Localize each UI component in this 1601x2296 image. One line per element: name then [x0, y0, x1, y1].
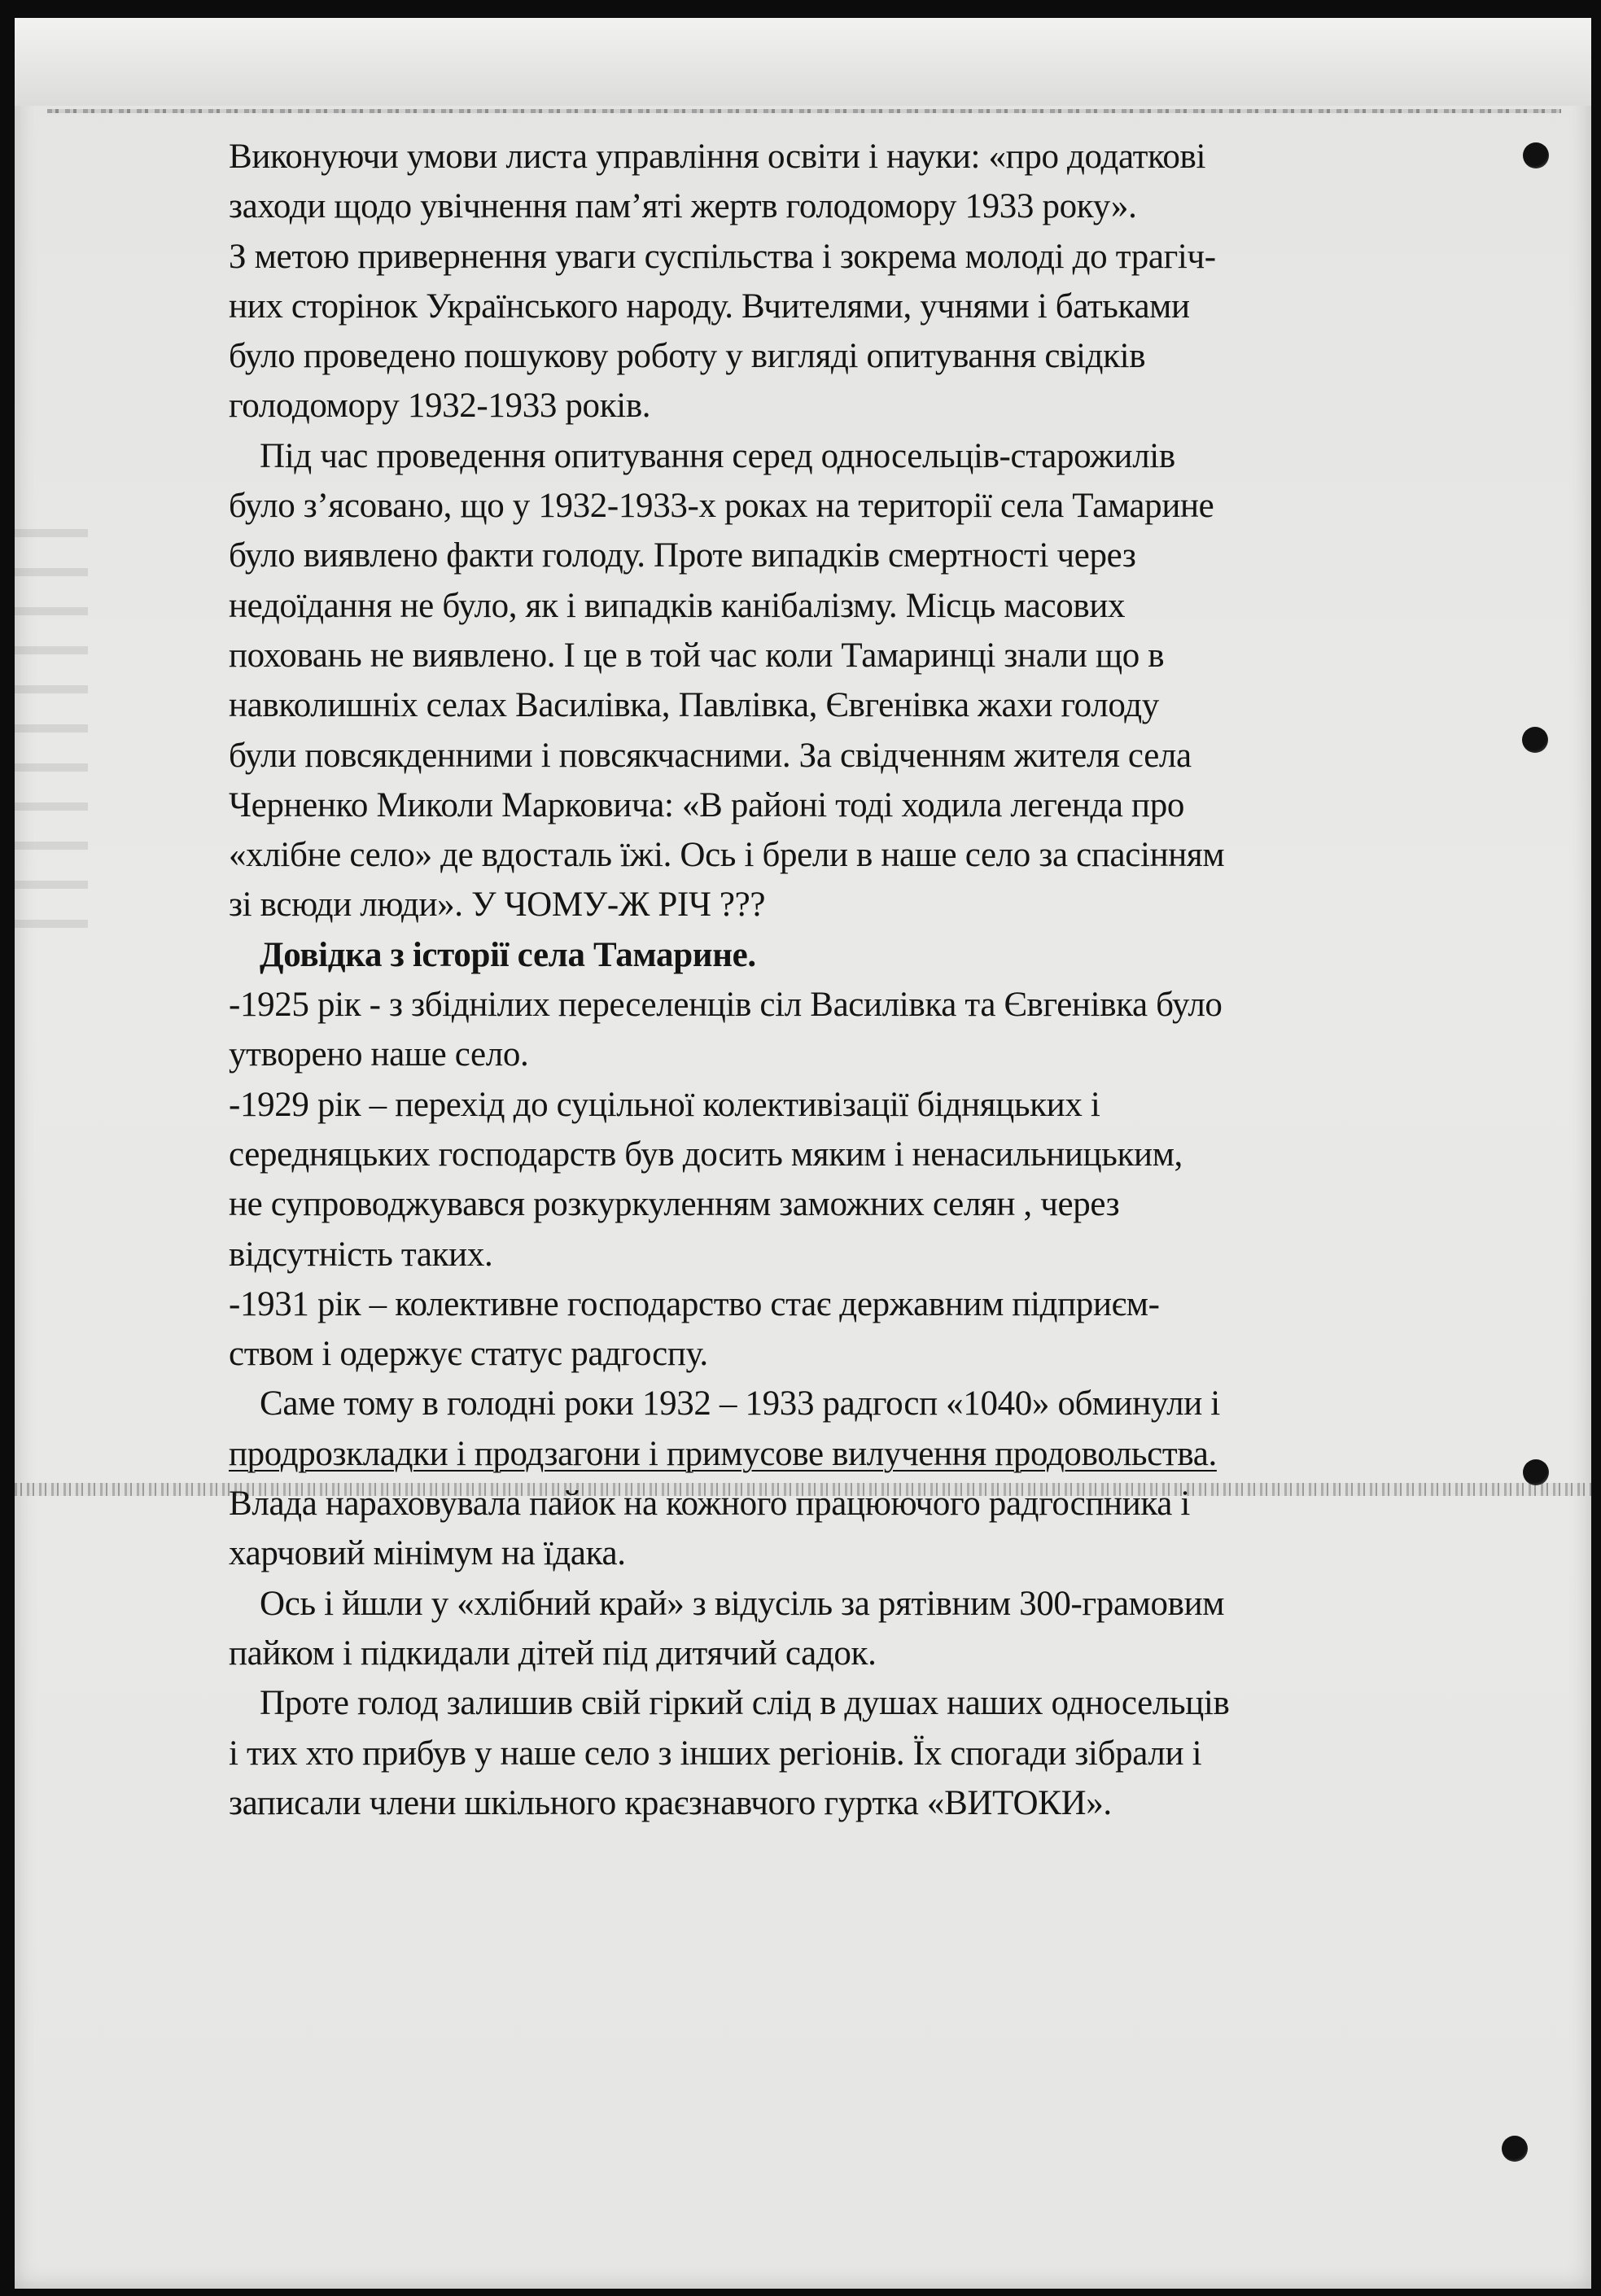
scan-artifact-line [47, 109, 1561, 113]
text-line: поховань не виявлено. І це в той час коли Тамаринці знали що в [229, 636, 1165, 675]
text-line: навколишніх селах Василівка, Павлівка, Євгенівка жахи голоду [229, 686, 1159, 725]
scanned-page [15, 18, 1591, 2289]
text-line: і тих хто прибув у наше село з інших регіонів. Їх спогади зібрали і [229, 1734, 1202, 1773]
text-line: пайком і підкидали дітей під дитячий садок. [229, 1633, 877, 1673]
text-line: зі всюди люди». У ЧОМУ-Ж РІЧ ??? [229, 886, 766, 925]
text-line: них сторінок Українського народу. Вчителями, учнями і батьками [229, 286, 1190, 326]
punch-hole [1502, 2136, 1528, 2162]
text-line: не супроводжувався розкуркуленням заможних селян , через [229, 1185, 1120, 1224]
text-line: середняцьких господарств був досить мяким і ненасильницьким, [229, 1135, 1183, 1174]
text-line: недоїдання не було, як і випадків канібалізму. Місць масових [229, 586, 1126, 625]
document-body [229, 132, 1531, 1828]
section-heading: Довідка з історії села Тамарине. [260, 935, 756, 974]
text-line: було виявлено факти голоду. Проте випадків смертності через [229, 536, 1136, 575]
text-line: Черненко Миколи Марковича: «В районі тоді ходила легенда про [229, 785, 1184, 824]
text-line: продрозкладки і продзагони і примусове вилучення продовольства. [229, 1434, 1217, 1473]
text-line: було з’ясовано, що у 1932-1933-х роках на території села Тамарине [229, 487, 1214, 526]
scan-top-strip [15, 18, 1591, 106]
text-line: заходи щодо увічнення пам’яті жертв голодомору 1933 року». [229, 187, 1137, 226]
text-line: записали члени шкільного краєзнавчого гуртка «ВИТОКИ». [229, 1783, 1112, 1822]
text-line: харчовий мінімум на їдака. [229, 1534, 626, 1573]
text-line: Виконуючи умови листа управління освіти і науки: «про додаткові [229, 138, 1206, 176]
text-line: З метою привернення уваги суспільства і зокрема молоді до трагіч- [229, 237, 1216, 276]
bleed-through-text [15, 498, 88, 954]
text-line: Влада нараховувала пайок на кожного працюючого радгоспника і [229, 1485, 1190, 1524]
text-line: відсутність таких. [229, 1235, 493, 1274]
text-line: «хлібне село» де вдосталь їжі. Ось і брели в наше село за спасінням [229, 836, 1225, 875]
text-line: утворено наше село. [229, 1035, 529, 1074]
text-line: -1929 рік – перехід до суцільної колективізації бідняцьких і [229, 1085, 1100, 1124]
text-line: Під час проведення опитування серед односельців-старожилів [260, 436, 1175, 475]
text-line: Ось і йшли у «хлібний край» з відусіль за рятівним 300-грамовим [260, 1584, 1225, 1623]
text-line: ством і одержує статус радгоспу. [229, 1335, 708, 1374]
text-line: -1925 рік - з збіднілих переселенців сіл Василівка та Євгенівка було [229, 986, 1223, 1025]
text-line: Проте голод залишив свій гіркий слід в душах наших односельців [260, 1684, 1230, 1723]
text-line: Саме тому в голодні роки 1932 – 1933 радгосп «1040» обминули і [260, 1384, 1220, 1424]
text-line: -1931 рік – колективне господарство стає державним підприєм- [229, 1284, 1160, 1323]
text-line: було проведено пошукову роботу у вигляді опитування свідків [229, 337, 1146, 376]
text-line: були повсякденними і повсякчасними. За свідченням жителя села [229, 736, 1192, 775]
text-line: голодомору 1932-1933 років. [229, 387, 651, 426]
